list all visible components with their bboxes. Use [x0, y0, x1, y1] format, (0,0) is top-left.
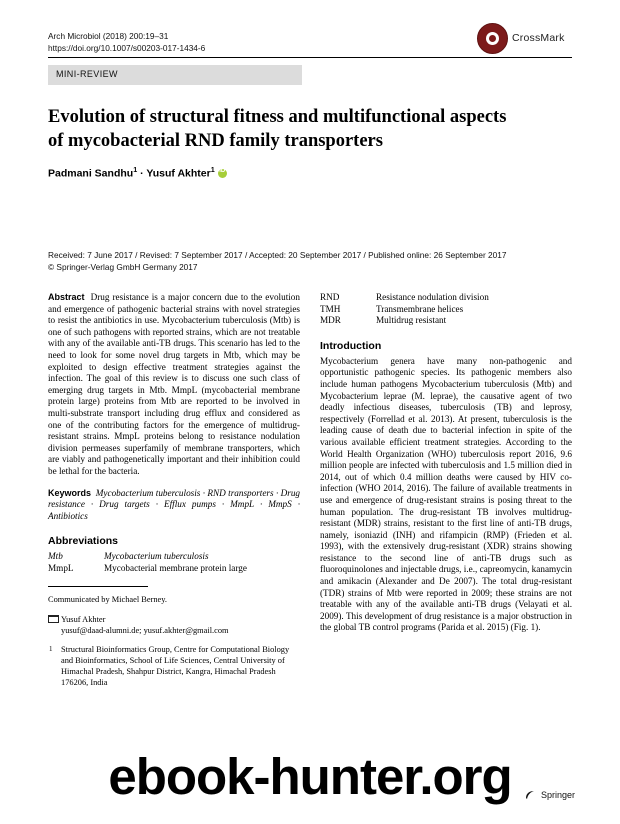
abstract-label: Abstract	[48, 292, 85, 302]
column-left	[48, 292, 300, 688]
affiliation-text: Structural Bioinformatics Group, Centre for Computational Biology and Bioinformatics, School of Life Sciences, Central University of Himachal Pradesh, Shahpur District, Kangra, Himachal Pradesh 176206, India	[61, 645, 290, 688]
abbr-definition: Mycobacterial membrane protein large	[104, 562, 247, 573]
abbr-definition: Resistance nodulation division	[376, 292, 489, 302]
abbreviations-table-continued	[320, 292, 572, 327]
table-row	[48, 551, 300, 563]
abbr-term: RND	[320, 292, 340, 302]
abbr-term: MDR	[320, 315, 341, 326]
abbr-term: TMH	[320, 303, 341, 314]
column-right	[320, 292, 572, 634]
table-row	[48, 563, 300, 575]
abbreviations-table	[48, 551, 300, 574]
abbr-definition: Mycobacterium tuberculosis	[104, 551, 209, 562]
watermark: ebook-hunter.org	[108, 748, 512, 805]
author-name-2[interactable]: Yusuf Akhter	[146, 167, 211, 180]
table-row	[320, 304, 572, 316]
affiliation-marker: 1	[49, 645, 53, 654]
crossmark-badge[interactable]	[455, 23, 575, 57]
page-title: Evolution of structural fitness and multifunctional aspects of mycobacterial RND family transporters	[48, 107, 507, 151]
copyright-line: © Springer-Verlag GmbH Germany 2017	[48, 261, 198, 272]
journal-citation: Arch Microbiol (2018) 200:19–31	[48, 31, 169, 41]
section-badge-label: MINI-REVIEW	[56, 69, 118, 79]
introduction-paragraph: Mycobacterium genera have many non-pathogenic and opportunistic pathogenic species. Its pathogenic members also include human pathogens Mycobacterium tuberculosis (Mtb) and Mycobacterium leprae (M. leprae), the causative agent of two deadly infectious diseases, tuberculosis (TB) and leprosy, respectively (Forrellad et al. 2013). At present, tuberculosis is the leading cause of death due to bacterial infection in spite of the various available efficient treatment strategies. According to the World Health Organization (WHO) tuberculosis report 2016, 9.6 million people are infected with tuberculosis and 1.5 million died in 2014, out of which 0.4 million deaths were caused by HIV co-infection (WHO 2014, 2016). The failure of available treatments in use and emergence of drug-resistant strains is posing threat to the human population. The drug-resistant TB involves multidrug-resistant (MDR) strains, resistant to the first line of anti-TB drugs, namely, isoniazid (INH) and rifampicin (RMP) (Frieden et al. 1993), with the extensively drug-resistant (XDR) strains showing resistance to the second line of anti-TB drugs such as fluoroquinolones and injectable drugs, i.e., capreomycin, kanamycin and amikacin (Alexander and De 2007). The total drug-resistant (TDR) strains of Mtb were reported in 2009; these strains are not treatable with any of the available anti-TB drugs (Velayati et al. 2009). This development of drug resistance is a major obstruction in the global TB control programs (Parida et al. 2015) (Fig. 1).	[320, 355, 572, 633]
orcid-icon[interactable]	[218, 169, 227, 178]
author-separator: ·	[140, 167, 144, 180]
communicated-by: Communicated by Michael Berney.	[48, 595, 167, 605]
abbr-definition: Multidrug resistant	[376, 315, 447, 326]
journal-header	[48, 30, 205, 54]
author-name-1[interactable]: Padmani Sandhu	[48, 167, 134, 180]
keywords-label: Keywords	[48, 487, 92, 498]
affiliation	[48, 644, 300, 688]
author-affil-marker-2: 1	[210, 165, 215, 174]
corresponding-author-name: Yusuf Akhter	[61, 615, 106, 625]
corresponding-author-email[interactable]: yusuf@daad-alumni.de; yusuf.akhter@gmail.com	[61, 626, 229, 636]
publication-dates	[48, 250, 518, 273]
abbr-definition: Transmembrane helices	[376, 303, 464, 314]
introduction-heading: Introduction	[320, 339, 382, 352]
table-row	[320, 292, 572, 304]
abbr-term: Mtb	[48, 551, 63, 562]
doi-link[interactable]: https://doi.org/10.1007/s00203-017-1434-6	[48, 43, 206, 53]
table-row	[320, 315, 572, 327]
abbr-term: MmpL	[48, 562, 74, 573]
publisher-name: Springer	[540, 790, 575, 800]
author-affil-marker-1: 1	[133, 165, 138, 174]
keywords-text: Mycobacterium tuberculosis · RND transporters · Drug resistance · Drug targets · Efflux pumps · MmpL · MmpS · Antibiotics	[48, 487, 301, 521]
corresponding-author	[48, 614, 300, 636]
abstract-text: Drug resistance is a major concern due to the evolution and emergence of pathogenic bacterial strains with novel strategies to resist the antibiotics in use. Mycobacterium tuberculosis (Mtb) is one of such pathogens with reported strains, which are not treatable with any of the available anti-TB drugs. This scenario has led to the need to look for some novel drug targets in Mtb, which may be exploited to design effective treatment strategies against the infection. The goal of this review is to discuss one such class of emerging drug targets in Mtb. MmpL (mycobacterial membrane protein large) proteins from Mtb are reported to be involved in multi-substrate transport including drug efflux and considered as one of the contributing factors for the emergence of multidrug-resistant strains. MmpL proteins belong to resistance nodulation division permeases superfamily of membrane transporters, which are viably and pathogenetically important and their inhibition could be lethal for the bacteria.	[48, 292, 300, 476]
received-accepted-line: Received: 7 June 2017 / Revised: 7 September 2017 / Accepted: 20 September 2017 / Published online: 26 September 2017	[48, 250, 507, 260]
abstract-block	[48, 292, 300, 478]
crossmark-label: CrossMark	[512, 32, 565, 44]
header-divider	[48, 57, 572, 58]
author-list	[48, 165, 518, 180]
crossmark-icon	[477, 23, 508, 54]
abbreviations-heading: Abbreviations	[48, 535, 119, 548]
section-badge	[48, 65, 302, 85]
keywords-block	[48, 488, 300, 523]
footnote-divider	[48, 586, 148, 587]
envelope-icon	[48, 615, 59, 623]
